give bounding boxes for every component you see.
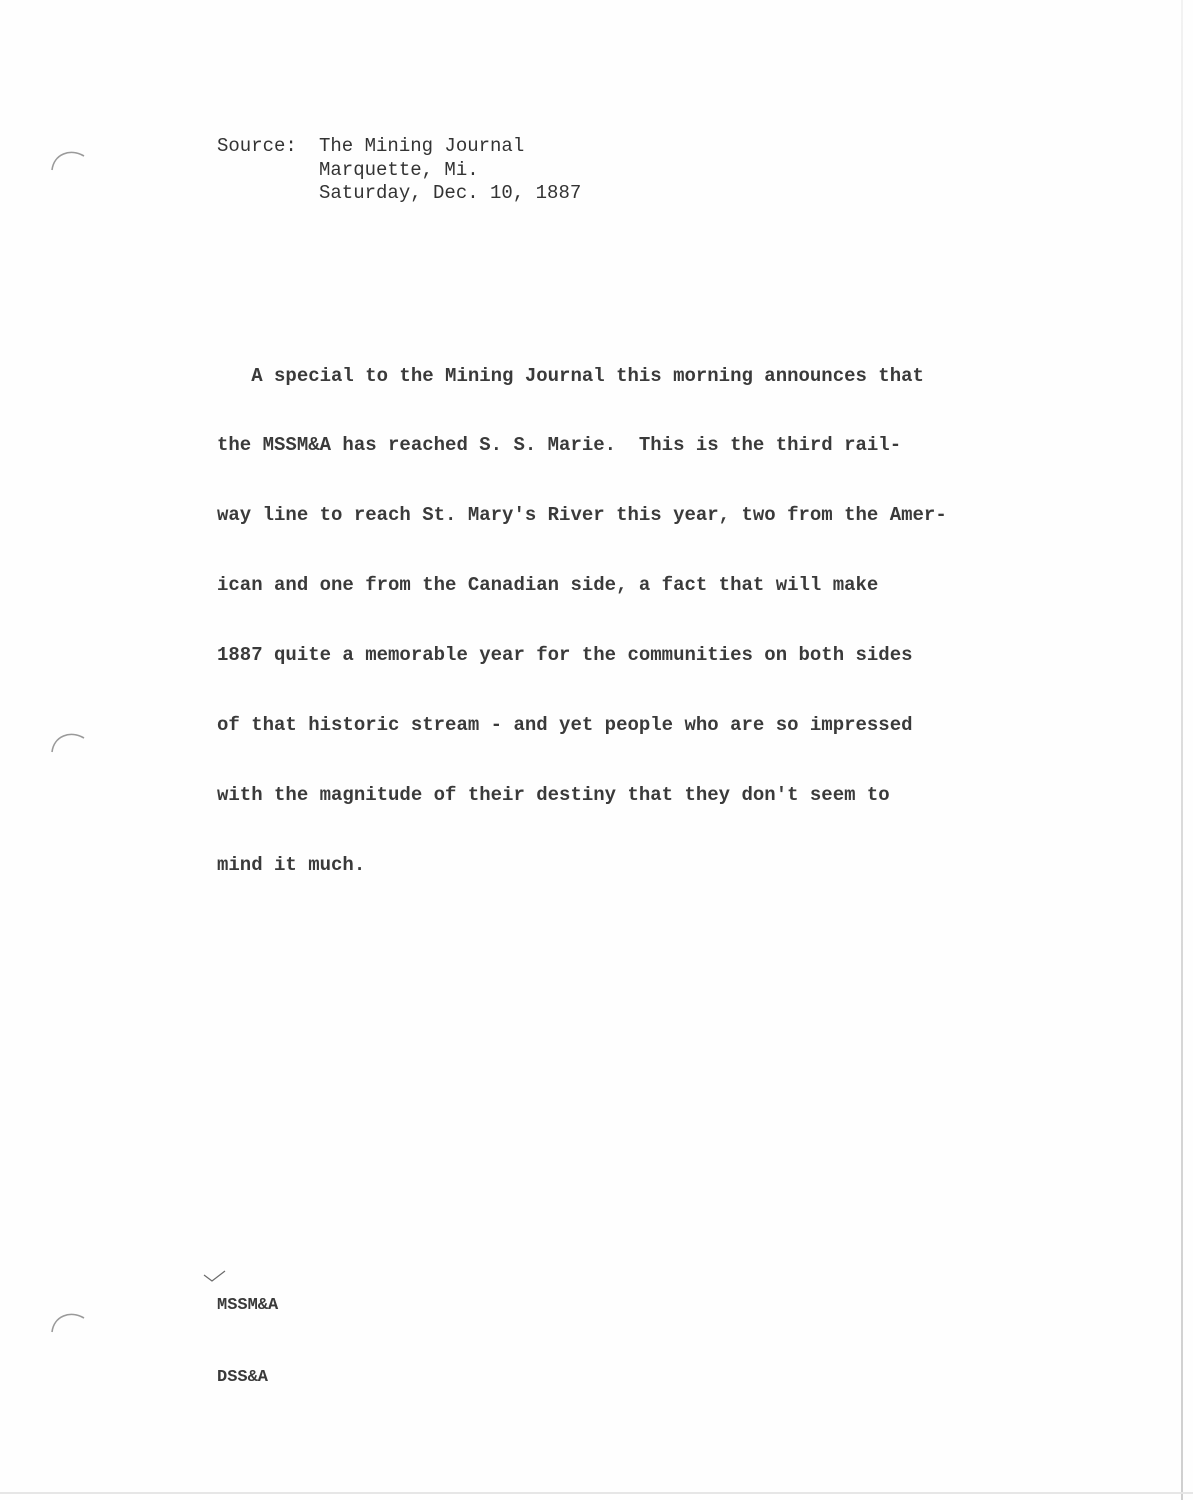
- source-row-1: [217, 135, 581, 159]
- article-body: [217, 318, 947, 924]
- article-line: A special to the Mining Journal this morning announces that: [217, 364, 924, 387]
- source-label: Source:: [217, 135, 297, 157]
- article-line: with the magnitude of their destiny that they don't seem to: [217, 783, 890, 806]
- article-line: way line to reach St. Mary's River this year, two from the Amer-: [217, 504, 947, 527]
- punch-hole-bottom: [46, 1302, 86, 1342]
- punch-hole-middle: [46, 722, 86, 762]
- source-date: Saturday, Dec. 10, 1887: [319, 182, 582, 204]
- page-edge-right: [1181, 0, 1183, 1500]
- punch-hole-top: [46, 140, 86, 180]
- source-row-2: [217, 159, 581, 183]
- article-line: mind it much.: [217, 853, 366, 876]
- article-line: the MSSM&A has reached S. S. Marie. This is the third rail-: [217, 434, 902, 457]
- railroad-code-primary: MSSM&A: [217, 1296, 279, 1315]
- source-publication: The Mining Journal: [319, 135, 525, 157]
- article-line: of that historic stream - and yet people who are so impressed: [217, 714, 913, 737]
- source-location: Marquette, Mi.: [319, 158, 479, 181]
- article-line: ican and one from the Canadian side, a fact that will make: [217, 574, 879, 597]
- article-line: 1887 quite a memorable year for the communities on both sides: [217, 644, 913, 667]
- page-edge-bottom: [0, 1492, 1193, 1494]
- source-block: [217, 135, 581, 206]
- handwritten-check-mark: [203, 1270, 227, 1284]
- source-row-3: [217, 182, 581, 206]
- railroad-code-secondary: DSS&A: [217, 1368, 269, 1387]
